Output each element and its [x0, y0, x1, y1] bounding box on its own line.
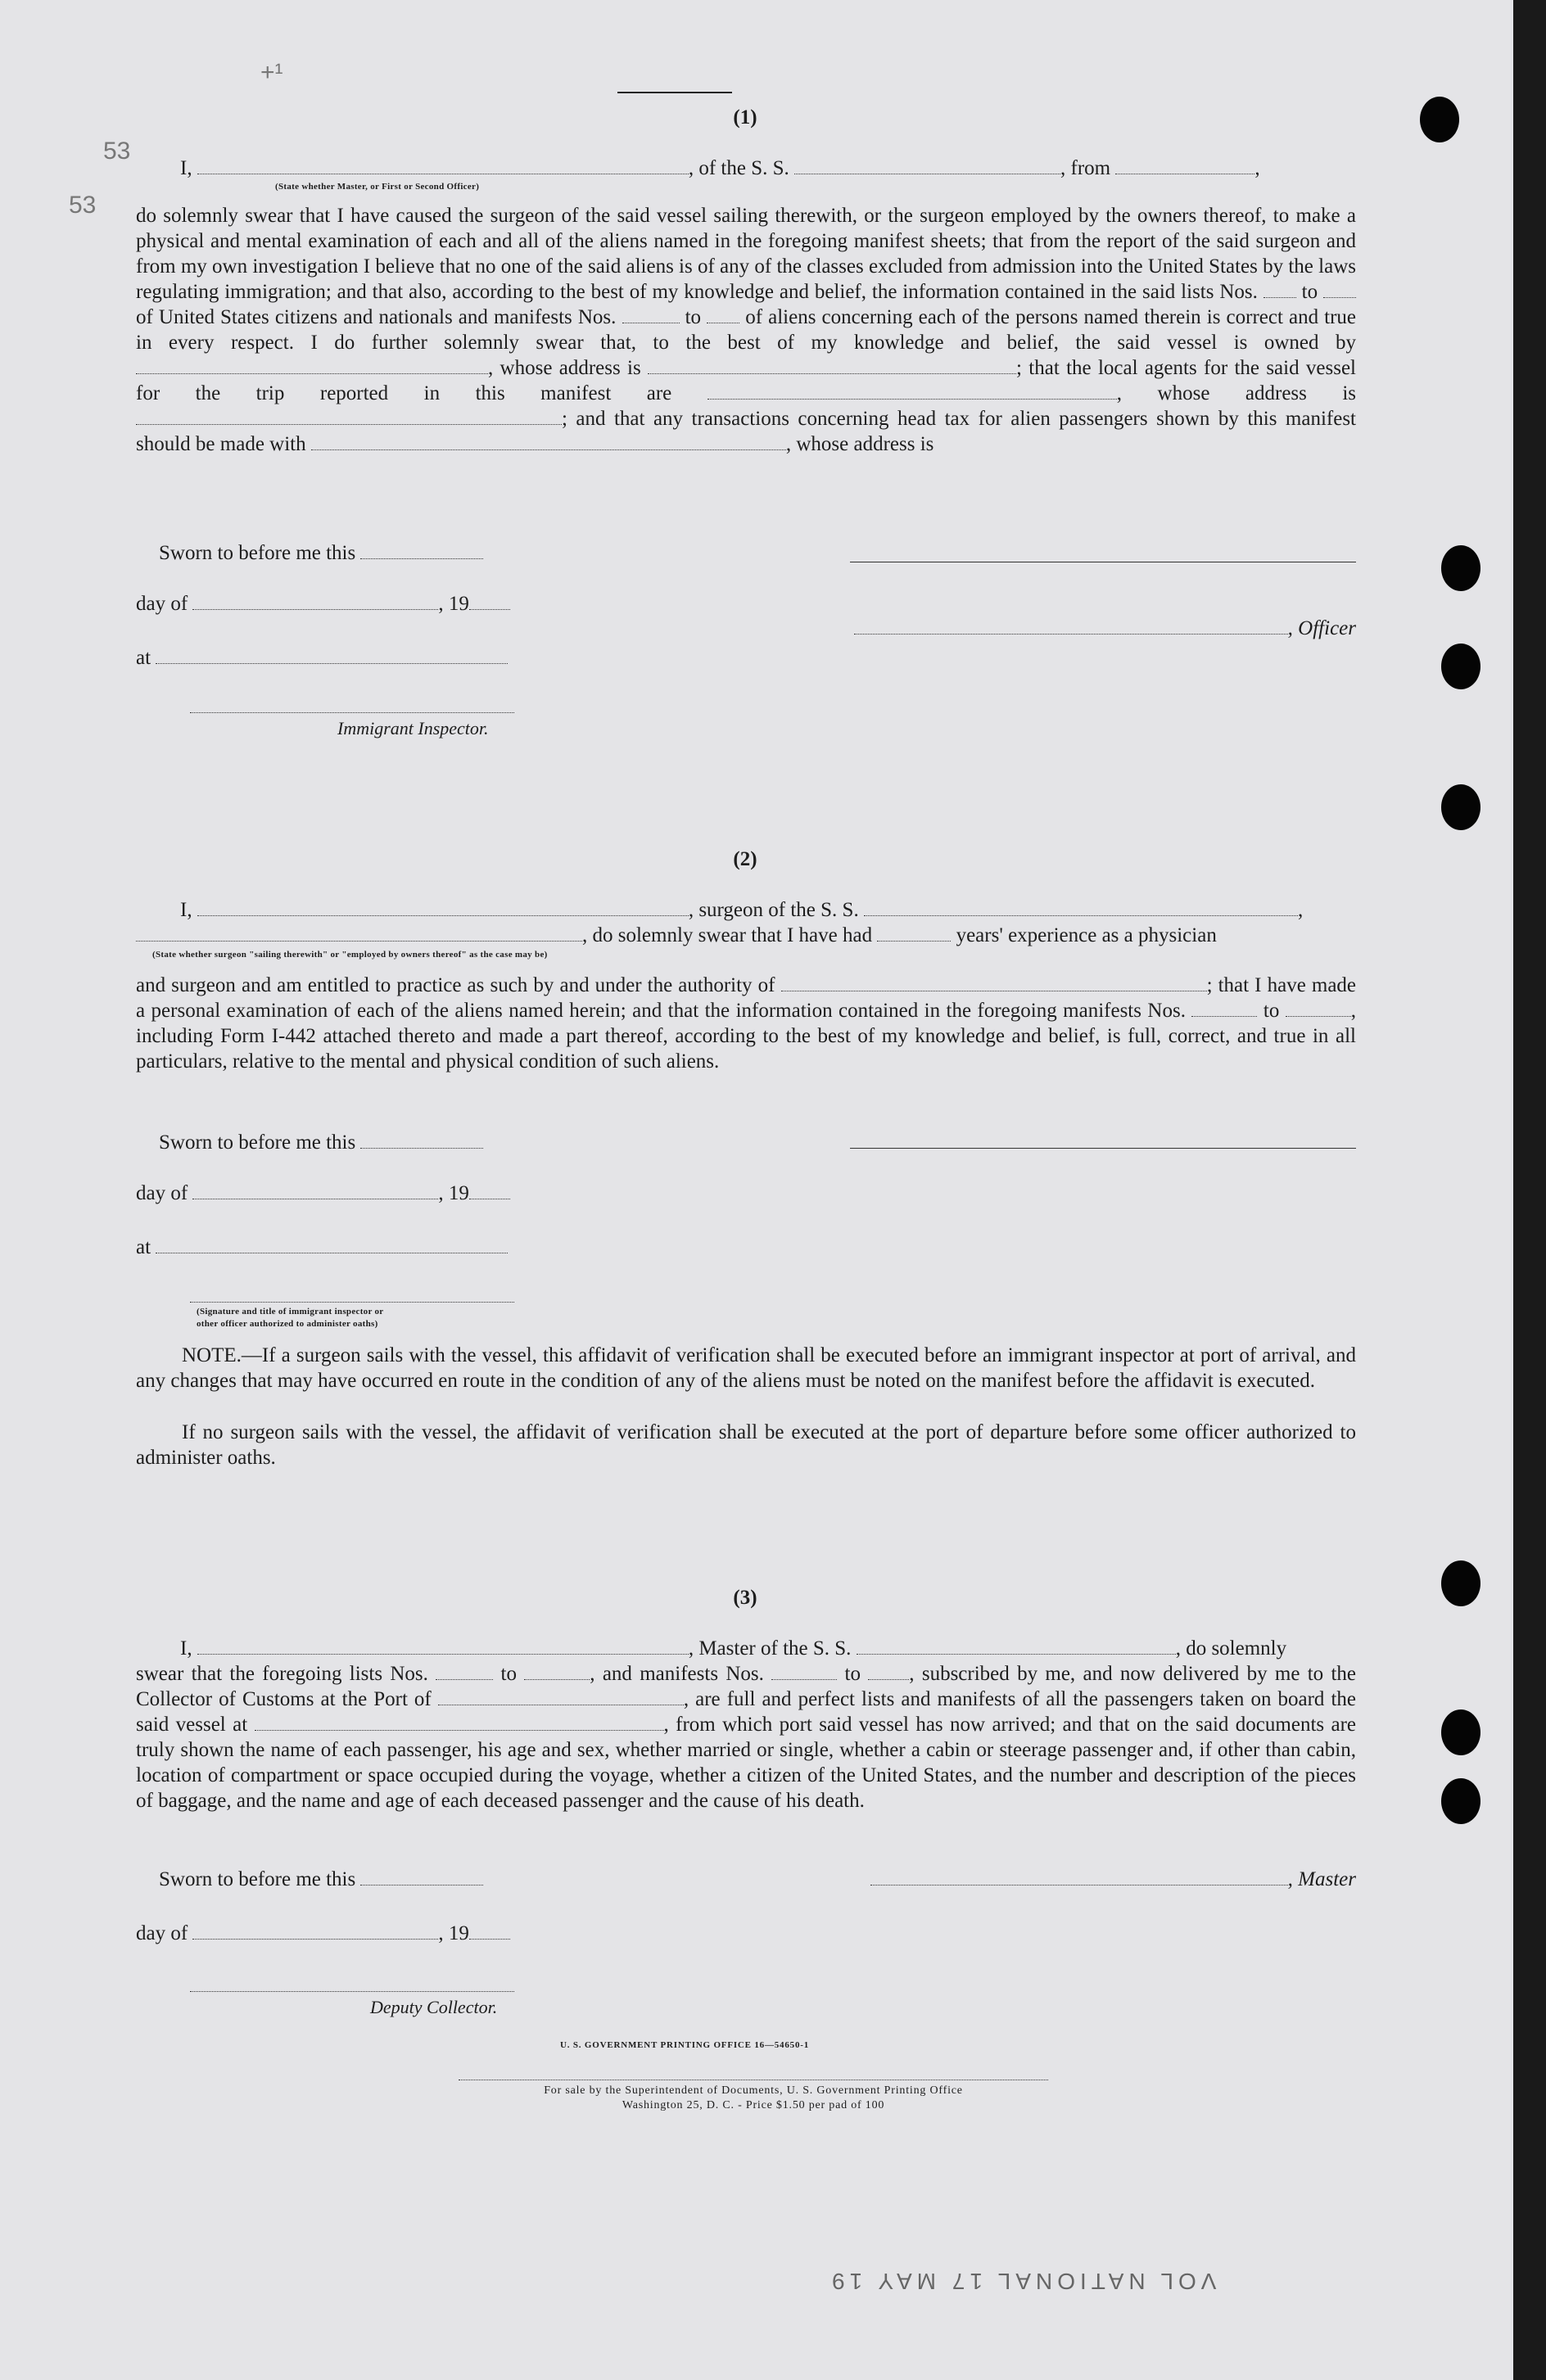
section2-body: and surgeon and am entitled to practice as such by and under the authority of ; that I have made a personal examination of each of the aliens named herein; and that the information contained in the foregoing manifests Nos. to , including Form I-442 attached thereto and made a part thereof, according to the best of my knowledge and belief, is full, correct, and true in all particulars, relative to the mental and physical condition of such aliens. [136, 974, 1357, 1073]
margin-note-top: +¹ [260, 59, 283, 86]
bottom-stamp: VOL NATIONAL 17 MAY 19 [827, 2269, 1217, 2294]
master-of-ss-label: , Master of the S. S. [688, 1637, 852, 1660]
year-prefix-label: , 19 [438, 1182, 469, 1204]
section1-para-d: ; and that any transactions concerning head tax for alien passengers shown by this manifest should be made with [136, 408, 1356, 455]
year-prefix-label: , 19 [438, 593, 469, 615]
sworn-day-field[interactable] [360, 1130, 483, 1149]
section2-para-c: , including Form I-442 attached thereto and made a part thereof, according to the best of my knowledge and belief, is full, correct, and true in all particulars, relative to the mental and physical condition of such aliens. [136, 1000, 1357, 1073]
local-agents-field[interactable] [707, 381, 1117, 400]
lists-to-field[interactable] [1323, 279, 1356, 298]
section3-sworn [159, 1867, 483, 1892]
years-experience-label: years' experience as a physician [956, 924, 1217, 946]
section1-para-c: that the local agents for the said vessel for the trip reported in this manifest are [136, 357, 1357, 404]
sale-line-2: Washington 25, D. C. - Price $1.50 per pad of 100 [622, 2099, 885, 2111]
to-label: to [685, 306, 702, 328]
section3-vessel-field[interactable] [857, 1636, 1176, 1655]
month-field[interactable] [192, 1921, 438, 1940]
from-port-field[interactable] [1115, 156, 1254, 174]
month-field[interactable] [192, 1181, 438, 1199]
of-the-ss-label: , of the S. S. [688, 157, 789, 179]
master-signature-field[interactable] [870, 1867, 1288, 1885]
surgeon-of-ss-label: , surgeon of the S. S. [688, 899, 859, 921]
manifests-from-field[interactable] [622, 305, 680, 323]
authority-field[interactable] [781, 973, 1207, 991]
punch-hole [1441, 1560, 1480, 1606]
section3-manifests-to-field[interactable] [868, 1661, 909, 1680]
section1-day-of [136, 591, 510, 616]
section3-lists-to-field[interactable] [524, 1661, 590, 1680]
deputy-signature-line[interactable] [190, 1991, 514, 1992]
section3-manifests-from-field[interactable] [771, 1661, 837, 1680]
section1-para-b1: of United States citizens and nationals and manifests Nos. [136, 306, 617, 328]
to-label: to [1301, 281, 1318, 303]
section2-line1: I, , surgeon of the S. S. , [180, 899, 1304, 921]
to-label: to [1263, 1000, 1280, 1022]
section2-signer-caption-2: other officer authorized to administer oaths) [197, 1319, 378, 1329]
whose-address-line-label: whose address is [1157, 382, 1357, 404]
section2-day-of [136, 1181, 510, 1206]
subscribed-label: , subscribed by me, and now [909, 1663, 1155, 1685]
manifests-to-field[interactable] [707, 305, 739, 323]
lists-from-field[interactable] [1263, 279, 1296, 298]
section3-body [136, 1661, 1356, 1813]
boarding-port-field[interactable] [255, 1712, 664, 1731]
section2-manifests-from-field[interactable] [1191, 998, 1257, 1017]
gpo-line: U. S. GOVERNMENT PRINTING OFFICE 16—54650-1 [560, 2040, 810, 2050]
year-field[interactable] [469, 1921, 510, 1940]
section1-sworn [159, 540, 483, 566]
section1-number: (1) [733, 106, 757, 129]
master-label: , Master [1287, 1868, 1356, 1890]
year-field[interactable] [469, 1181, 510, 1199]
section2-number: (2) [733, 848, 757, 870]
place-field[interactable] [156, 1235, 508, 1253]
officer-signature-field[interactable] [854, 616, 1288, 635]
section2-sworn [159, 1130, 483, 1155]
head-tax-contact-field[interactable] [311, 431, 786, 450]
section2-line2 [136, 923, 1356, 948]
title-rule [617, 92, 732, 93]
section3-para-d: port said vessel has now arrived; and that on the said documents are truly shown the name of each passenger, his age and sex, whether married or single, whether a cabin or steerage passenger and, if other than cabin, location of compartment or space occupied during the voyage, whether a citizen of the United States, and the number and description of the pieces of baggage, and the name and age of each deceased passenger and the cause of his death. [136, 1714, 1357, 1812]
note-paragraph-1 [136, 1343, 1356, 1393]
and-manifests-label: , and manifests Nos. [590, 1663, 764, 1685]
section1-para-b2: of aliens concerning each of the persons named therein is correct and true in every respect. I do further solemnly swear that, to the best of my knowledge and belief, the said vessel is owned by [136, 306, 1357, 354]
master-name-field[interactable] [197, 1636, 689, 1655]
year-prefix-label: , 19 [438, 1922, 469, 1944]
to-label: to [500, 1663, 517, 1685]
section2-caption: (State whether surgeon "sailing therewith" or "employed by owners thereof" as the case may be) [152, 950, 548, 960]
note-text-1: NOTE.—If a surgeon sails with the vessel, this affidavit of verification shall be executed before an immigrant inspector at port of arrival, and any changes that may have occurred en route in the condition of any of the aliens must be noted on the manifest before the affidavit is executed. [136, 1344, 1356, 1392]
section1-at [136, 645, 508, 671]
surgeon-signature-line[interactable] [850, 1148, 1356, 1149]
year-field[interactable] [469, 591, 510, 610]
punch-hole [1441, 1778, 1480, 1824]
solemnly-swear-label: , do solemnly swear that I have had [582, 924, 873, 946]
month-field[interactable] [192, 591, 438, 610]
section3-i-label: I, [180, 1637, 192, 1660]
vessel-name-field[interactable] [794, 156, 1060, 174]
section2-para-b: that I have made a personal examination of each of the aliens named herein; and that the information contained in the foregoing manifests Nos. [136, 974, 1357, 1022]
punch-hole [1441, 784, 1480, 830]
officer-signature [850, 616, 1356, 641]
day-of-label: day of [136, 593, 188, 615]
punch-hole [1441, 644, 1480, 689]
punch-hole [1441, 545, 1480, 591]
margin-note-left-upper: 53 [103, 138, 131, 165]
section3-lists-from-field[interactable] [436, 1661, 493, 1680]
section3-para-a: swear that the foregoing lists Nos. [136, 1663, 428, 1685]
section1-line1: I, , of the S. S. , from , [180, 157, 1260, 179]
master-signature [850, 1867, 1356, 1892]
section2-inspector-line[interactable] [190, 1302, 514, 1303]
sworn-label: Sworn to before me this [159, 542, 356, 564]
section3-para-c: manifests of all the passengers taken on board the said vessel at [136, 1688, 1357, 1736]
section2-i-label: I, [180, 899, 192, 921]
section1-i-label: I, [180, 157, 192, 179]
to-label: to [844, 1663, 861, 1685]
section2-vessel-field[interactable] [864, 897, 1298, 916]
sworn-day-field[interactable] [360, 1867, 483, 1885]
whose-address-label: , whose address is [488, 357, 641, 379]
do-solemnly-label: , do solemnly [1175, 1637, 1287, 1660]
years-experience-field[interactable] [877, 923, 951, 942]
immigrant-inspector-label: Immigrant Inspector. [337, 718, 489, 738]
section3-number: (3) [733, 1587, 757, 1609]
section3-para-b: delivered by me to the Collector of Customs at the Port of [136, 1663, 1357, 1710]
note-paragraph-2 [136, 1420, 1356, 1470]
section2-manifests-to-field[interactable] [1286, 998, 1351, 1017]
port-field[interactable] [438, 1687, 684, 1705]
section3-day-of [136, 1921, 510, 1946]
section2-at [136, 1235, 508, 1260]
section2-signer-caption-1: (Signature and title of immigrant inspector or [197, 1307, 384, 1316]
section1-body: do solemnly swear that I have caused the surgeon of the said vessel sailing therewith, or the surgeon employed by the owners thereof, to make a physical and mental examination of each and all of the aliens named in the foregoing manifest sheets; that from the report of the said surgeon and from my own investigation I believe that no one of the said aliens is of any of the classes excluded from admission into the United States by the laws regulating immigration; and that also, according to the best of my knowledge and belief, the information contained in the said lists Nos. to of United States citizens and nationals and manifests Nos. to of aliens concerning each of the persons named therein is correct and true in every respect. I do further solemnly swear that, to the best of my knowledge and belief, the said vessel is owned by , whose address is ; that the local agents for the said vessel for the trip reported in this manifest are , whose address is ; and that any transactions concerning head tax for alien passengers shown by this manifest should be made with , whose address is [136, 205, 1357, 455]
sale-line-1: For sale by the Superintendent of Documents, U. S. Government Printing Office [544, 2084, 963, 2097]
sworn-label: Sworn to before me this [159, 1868, 356, 1890]
sworn-day-field[interactable] [360, 540, 483, 559]
officer-title-field[interactable] [197, 156, 689, 174]
section1-caption: (State whether Master, or First or Second Officer) [275, 182, 480, 192]
surgeon-status-field[interactable] [136, 923, 582, 942]
surgeon-name-field[interactable] [197, 897, 689, 916]
officer-label: , Officer [1287, 617, 1356, 639]
from-which-label: , from which [663, 1714, 773, 1736]
owner-address-field[interactable] [648, 355, 1016, 374]
note-text-2: If no surgeon sails with the vessel, the affidavit of verification shall be executed at the port of departure before some officer authorized to administer oaths. [136, 1421, 1356, 1469]
sworn-label: Sworn to before me this [159, 1131, 356, 1154]
inspector-signature-line[interactable] [190, 712, 514, 713]
whose-address-end-label: , whose address is [785, 433, 934, 455]
section3-line1 [180, 1636, 1355, 1661]
day-of-label: day of [136, 1182, 188, 1204]
full-perfect-label: , are full and perfect lists and [683, 1688, 931, 1710]
margin-note-left-lower: 53 [69, 192, 97, 219]
place-field[interactable] [156, 645, 508, 664]
at-label: at [136, 647, 151, 669]
punch-hole [1441, 1709, 1480, 1755]
deputy-collector-label: Deputy Collector. [370, 1997, 498, 2017]
punch-hole [1420, 97, 1459, 142]
day-of-label: day of [136, 1922, 188, 1944]
section1-para-a: do solemnly swear that I have caused the surgeon of the said vessel sailing therewith, or the surgeon employed by the owners thereof, to make a physical and mental examination of each and all of the aliens named in the foregoing manifest sheets; that from the report of the said surgeon and from my own investigation I believe that no one of the said aliens is of any of the classes excluded from admission into the United States by the laws regulating immigration; and that also, according to the best of my knowledge and belief, the information contained in the said lists Nos. [136, 205, 1356, 303]
owner-field[interactable] [136, 355, 488, 374]
section2-para-a: and surgeon and am entitled to practice as such by and under the authority of [136, 974, 775, 996]
at-label: at [136, 1236, 151, 1258]
agents-address-field[interactable] [136, 406, 562, 425]
from-label: , from [1060, 157, 1111, 179]
